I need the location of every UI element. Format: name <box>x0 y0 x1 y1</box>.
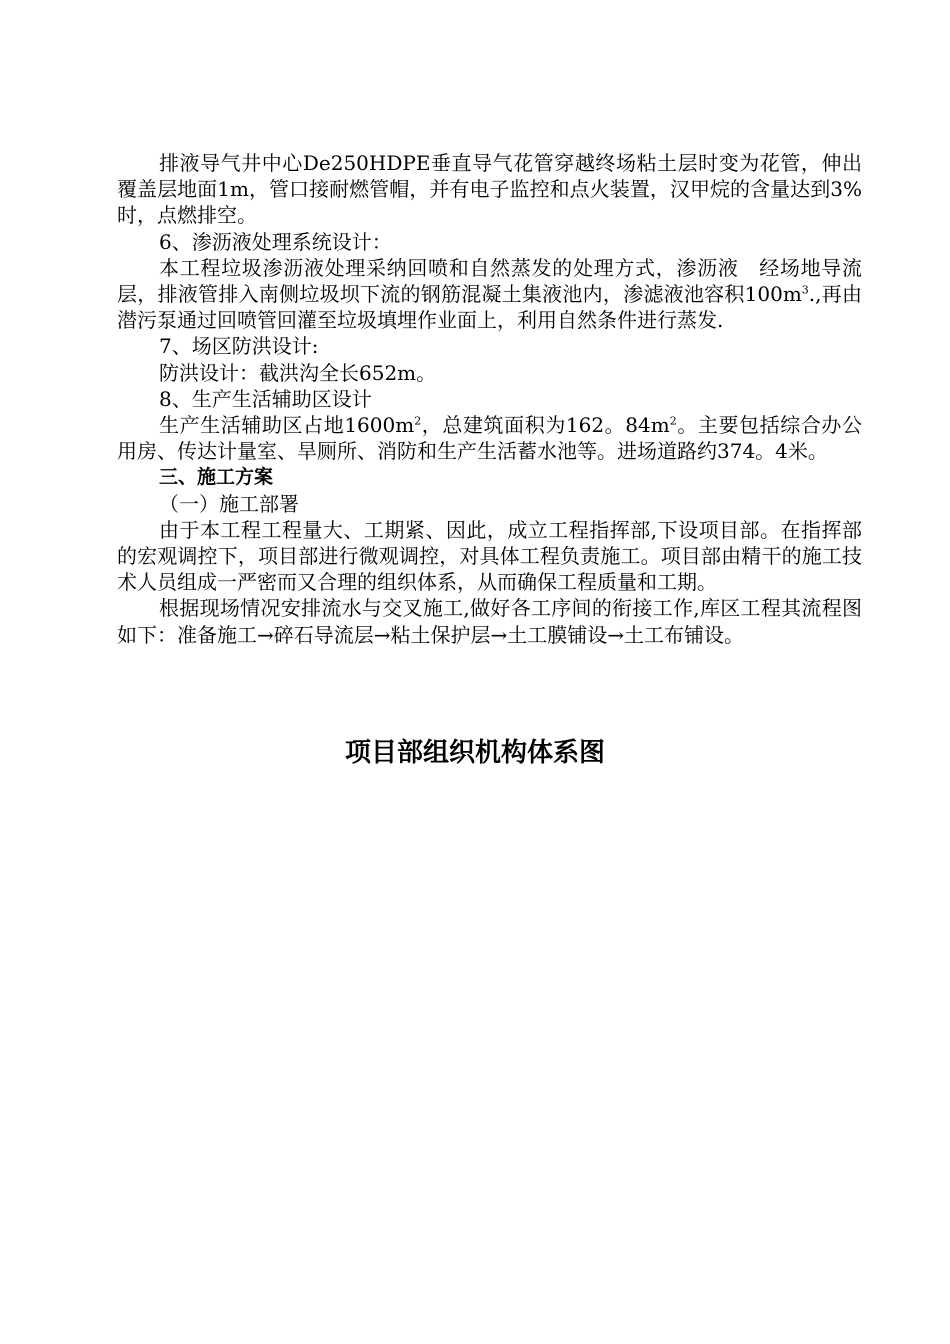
superscript-square-2: 2 <box>669 414 677 428</box>
leachate-text-b: .,再由潜污泵通过回喷管回灌至垃圾填埋作业面上，利用自然条件进行蒸发. <box>117 282 863 333</box>
auxiliary-text-c: 。主要包括综合办公用房、传达计量室、旱厕所、消防和生产生活蓄水池等。进场道路约374。4米。 <box>117 413 863 464</box>
heading-leachate-system: 6、渗沥液处理系统设计： <box>159 229 392 254</box>
paragraph-gas-well: 排液导气井中心De250HDPE垂直导气花管穿越终场粘土层时变为花管，伸出覆盖层地面1m，管口接耐燃管帽，并有电子监控和点火装置，汉甲烷的含量达到3%时，点燃排空。 <box>117 151 862 228</box>
paragraph-flood-control: 防洪设计：截洪沟全长652m。 <box>159 360 437 385</box>
paragraph-auxiliary-area <box>117 412 862 464</box>
superscript-square-1: 2 <box>414 414 422 428</box>
auxiliary-text-a: 生产生活辅助区占地1600m <box>159 413 415 438</box>
subheading-deployment: （一）施工部署 <box>159 491 299 516</box>
heading-auxiliary-area: 8、生产生活辅助区设计 <box>159 386 372 411</box>
auxiliary-text-b: ，总建筑面积为162。84m <box>421 413 670 438</box>
section-heading-construction-plan: 三、施工方案 <box>159 466 274 489</box>
paragraph-leachate <box>117 255 862 334</box>
superscript-cubic: 3 <box>801 283 809 297</box>
figure-title: 项目部组织机构体系图 <box>344 738 605 768</box>
paragraph-deployment: 由于本工程工程量大、工期紧、因此，成立工程指挥部,下设项目部。在指挥部的宏观调控下，项目部进行微观调控，对具体工程负责施工。项目部由精干的施工技术人员组成一严密而又合理的组织体系，从而确保工程质量和工期。 <box>117 517 862 595</box>
leachate-text-a: 本工程垃圾渗沥液处理采纳回喷和自然蒸发的处理方式，渗沥液 经场地导流层，排液管排入南侧垃圾坝下流的钢筋混凝土集液池内，渗滤液池容积100m <box>117 255 862 307</box>
heading-flood-control: 7、场区防洪设计: <box>159 334 319 359</box>
document-body <box>117 150 862 648</box>
paragraph-workflow: 根据现场情况安排流水与交叉施工,做好各工序间的衔接工作,库区工程其流程图如下：准备施工→碎石导流层→粘土保护层→土工膜铺设→土工布铺设。 <box>117 596 862 647</box>
